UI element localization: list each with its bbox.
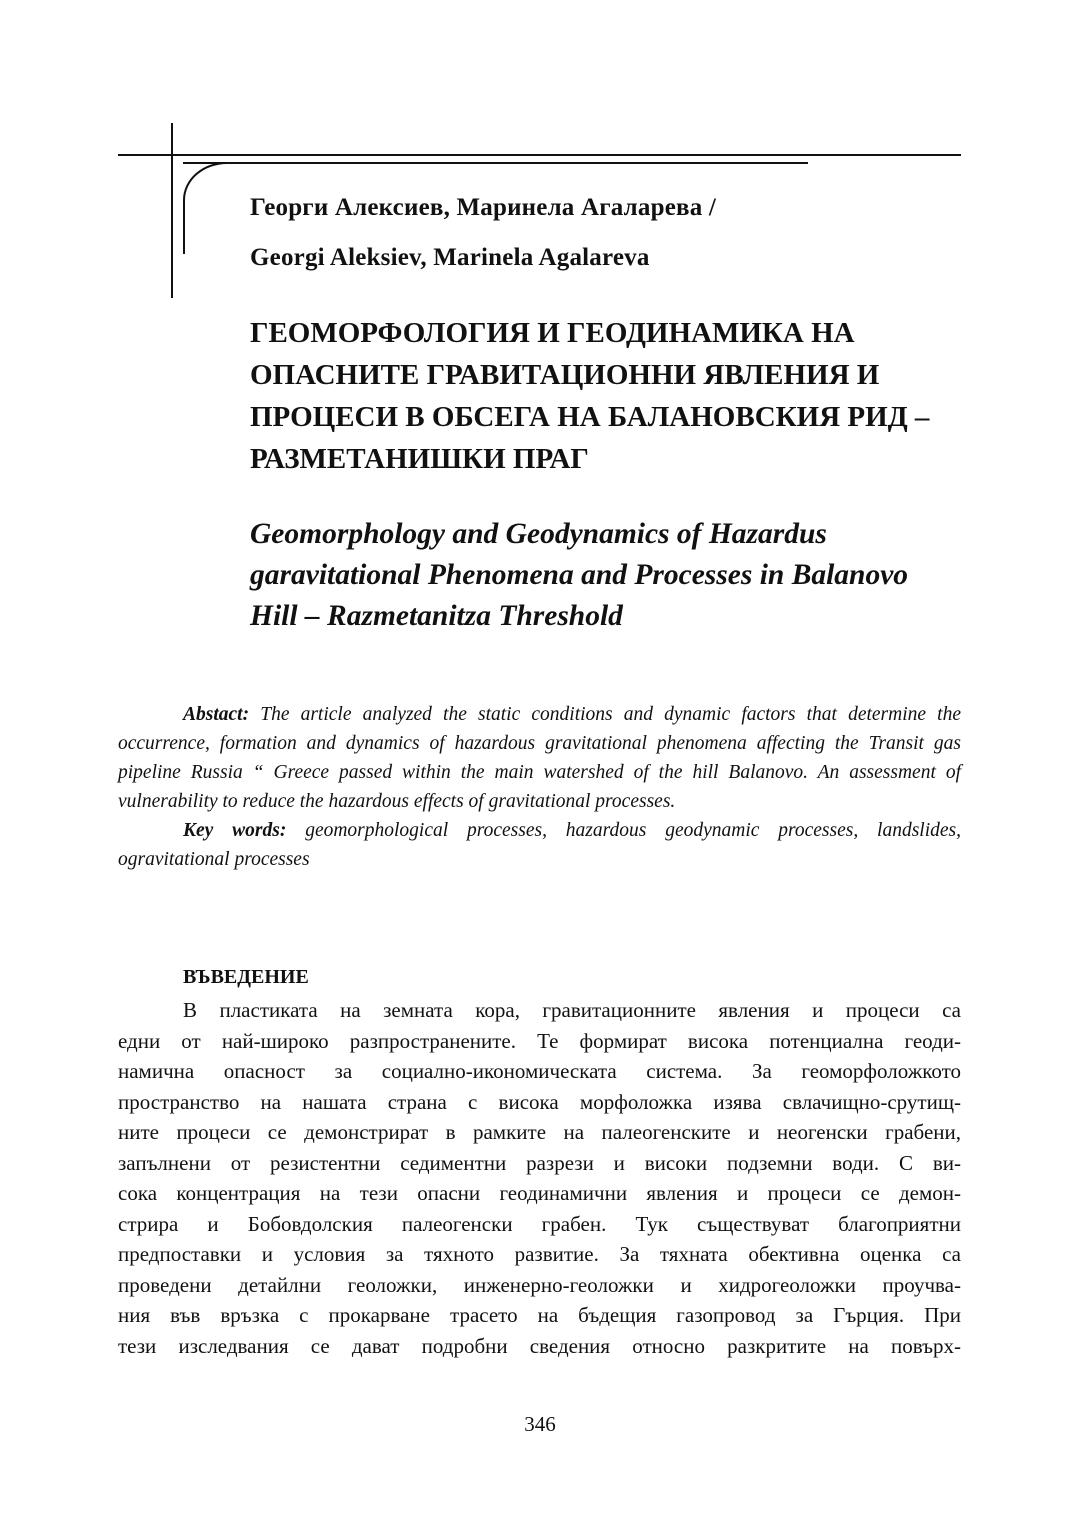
title-english xyxy=(250,514,1010,637)
page-number: 346 xyxy=(524,1412,556,1436)
body-line: В пластиката на земната кора, гравитационните явления и процеси са xyxy=(183,998,961,1022)
body-line: сока концентрация на тези опасни геодинамични явления и процеси се демон- xyxy=(118,1181,961,1205)
header-corner-arc xyxy=(183,162,245,254)
title-bg-line: ОПАСНИТЕ ГРАВИТАЦИОННИ ЯВЛЕНИЯ И xyxy=(250,359,880,391)
keywords-text: geomorphological processes, hazardous geodynamic processes, landslides, ogravitational processes xyxy=(118,820,962,870)
body-line: намична опасност за социално-икономическата система. За геоморфоложкото xyxy=(118,1059,961,1083)
keywords-label: Key words: xyxy=(183,820,287,841)
title-bg-line: РАЗМЕТАНИШКИ ПРАГ xyxy=(250,443,589,475)
title-en-line: Hill – Razmetanitza Threshold xyxy=(250,600,623,632)
header-rule-top xyxy=(118,154,961,156)
abstract-text: The article analyzed the static conditions and dynamic factors that determine the occurrence, formation and dynamics of hazardous gravitational phenomena affecting the Transit gas pipeline Russia “ Greece passed within the main watershed of the hill Balanovo. An assessment of vulnerability to reduce the hazardous effects of gravitational processes. xyxy=(118,704,961,812)
body-line: запълнени от резистентни седиментни разрези и високи подземни води. С ви- xyxy=(118,1150,961,1175)
authors-en: Georgi Aleksiev, Marinela Agalareva xyxy=(250,244,650,271)
body-line: едни от най-широко разпространените. Те формират висока потенциална геоди- xyxy=(118,1028,961,1053)
body-line: проведени детайлни геоложки, инженерно-геоложки и хидрогеоложки проучва- xyxy=(118,1272,961,1297)
section-heading-intro: ВЪВЕДЕНИЕ xyxy=(183,966,309,988)
authors-bg: Георги Алексиев, Маринела Агаларева / xyxy=(250,194,716,221)
title-en-line: garavitational Phenomena and Processes in Balanovo xyxy=(250,559,909,591)
body-line: тези изследвания се дават подробни сведения относно разкритите на повърх- xyxy=(118,1333,961,1358)
title-en-line: Geomorphology and Geodynamics of Hazardus xyxy=(250,518,827,550)
body-line: ния във връзка с прокарване трасето на бъдещия газопровод за Гърция. При xyxy=(118,1303,961,1327)
body-line: предпоставки и условия за тяхното развитие. За тяхната обективна оценка са xyxy=(118,1242,961,1266)
body-line: ните процеси се демонстрират в рамките на палеогенските и неогенски грабени, xyxy=(118,1120,961,1144)
keywords-paragraph xyxy=(118,816,961,874)
body-line: пространство на нашата страна с висока морфоложка изява свлачищно-срутищ- xyxy=(118,1089,961,1114)
title-bg-line: ПРОЦЕСИ В ОБСЕГА НА БАЛАНОВСКИЯ РИД – xyxy=(250,401,930,433)
abstract-label: Abstact: xyxy=(183,704,250,725)
title-bg-line: ГЕОМОРФОЛОГИЯ И ГЕОДИНАМИКА НА xyxy=(250,317,855,349)
title-bulgarian xyxy=(250,312,970,480)
header-vertical-rule xyxy=(171,123,173,298)
abstract xyxy=(118,700,961,874)
header-rule-inner xyxy=(183,162,808,164)
body-line: стрира и Бобовдолския палеогенски грабен. Тук съществуват благоприятни xyxy=(118,1211,961,1236)
intro-body xyxy=(118,995,961,1361)
abstract-paragraph xyxy=(118,700,961,816)
